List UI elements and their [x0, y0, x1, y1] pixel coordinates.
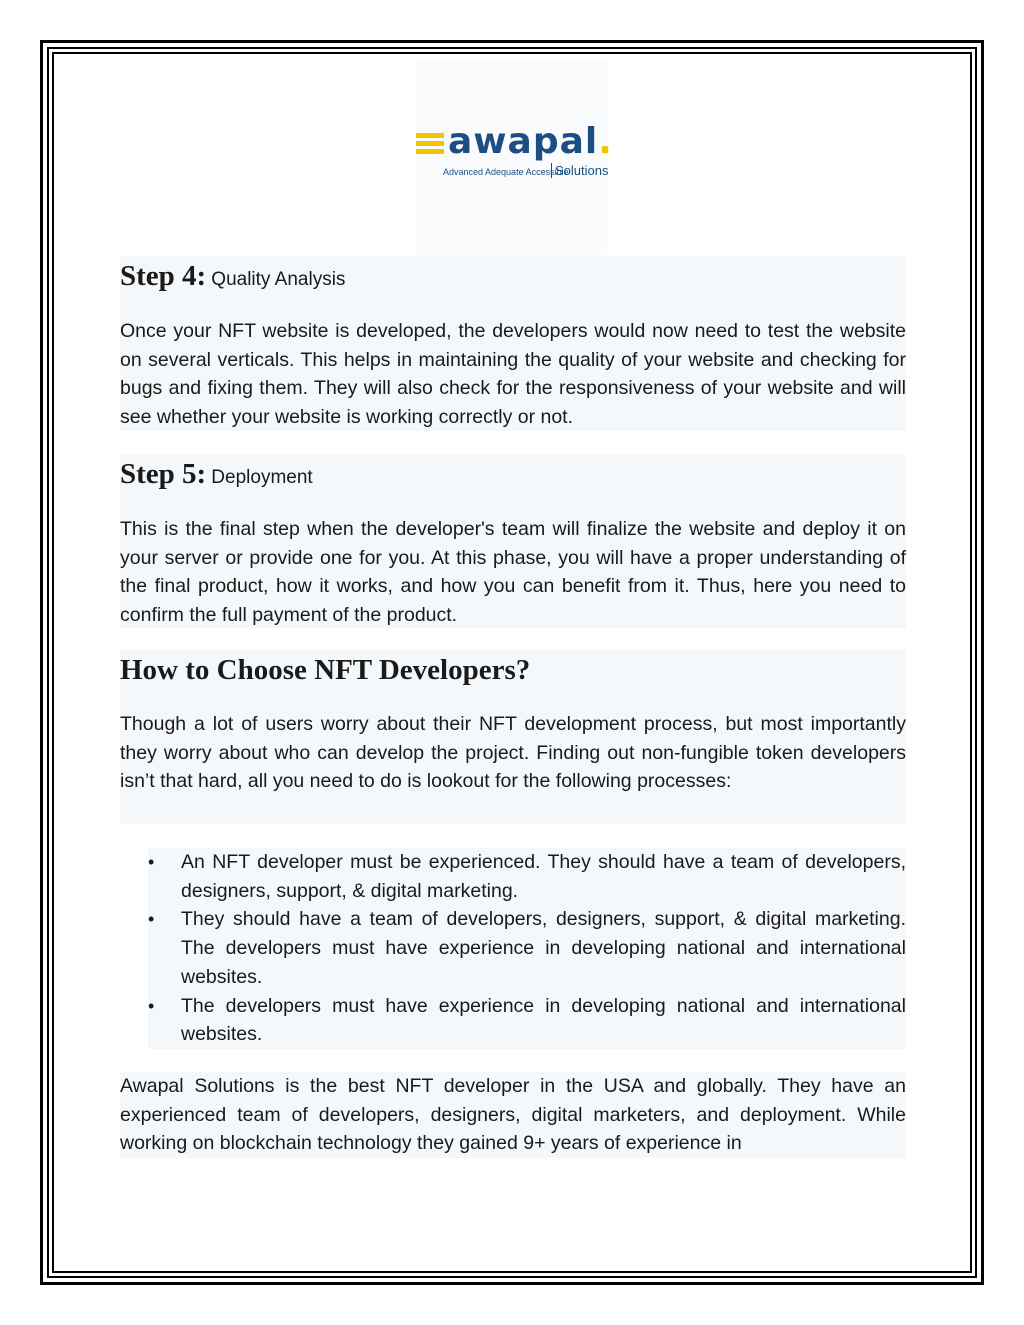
logo-tagline: Advanced Adequate Accessible	[443, 167, 569, 177]
list-item: • The developers must have experience in developing national and international websites.	[148, 992, 906, 1049]
logo-wordmark: awapal.	[448, 121, 613, 162]
requirements-list	[148, 848, 906, 1049]
choose-intro: Though a lot of users worry about their NFT development process, but most importantly they worry about who can develop the project. Finding out non-fungible token developers isn’t that hard, all you need to do is lookout for the following processes:	[120, 713, 906, 793]
logo	[415, 60, 613, 255]
logo-mark-icon	[416, 133, 444, 157]
step4-section	[120, 256, 906, 431]
logo-solutions: Solutions	[551, 163, 608, 178]
step5-body: This is the final step when the developer's team will finalize the website and deploy it on your server or provide one for you. At this phase, you will have a proper understanding of the final product, how it works, and how you can benefit from it. Thus, here you need to confirm the full payment of the product.	[120, 518, 906, 627]
closing-section	[120, 1072, 906, 1158]
closing-body: Awapal Solutions is the best NFT developer in the USA and globally. They have an experienced team of developers, designers, digital marketers, and deployment. While working on blockchain technology they gained 9+ years of experience in	[120, 1075, 906, 1155]
step5-heading: Step 5: Deployment	[120, 458, 313, 490]
choose-section	[120, 650, 906, 824]
step4-body: Once your NFT website is developed, the developers would now need to test the website on several verticals. This helps in maintaining the quality of your website and checking for bugs and fixing them. They will also check for the responsiveness of your website and will see whether your website is working correctly or not.	[120, 320, 906, 429]
list-item: • They should have a team of developers, designers, support, & digital marketing. The developers must have experience in developing national and international websites.	[148, 905, 906, 991]
list-item: • An NFT developer must be experienced. They should have a team of developers, designers, support, & digital marketing.	[148, 848, 906, 905]
step5-section	[120, 454, 906, 628]
choose-heading: How to Choose NFT Developers?	[120, 654, 531, 686]
step4-heading: Step 4: Quality Analysis	[120, 260, 346, 292]
